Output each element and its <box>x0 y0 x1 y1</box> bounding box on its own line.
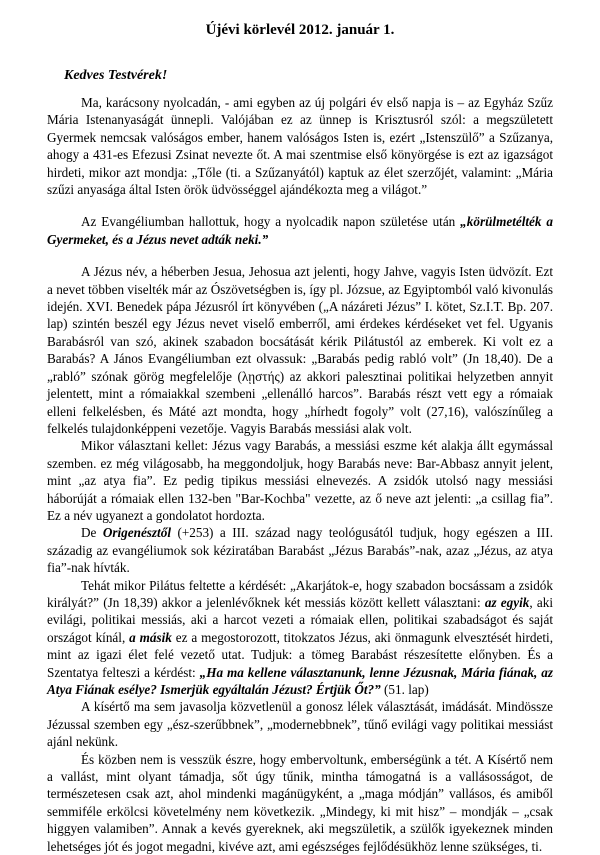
paragraph-6-text-c: , aki evilági, politikai messiás, aki a harcot vezeti a rómaiak ellen, politikai szabadságot és saját országot kínál, <box>47 594 554 645</box>
emphasis-az-egyik: az egyik <box>484 594 530 610</box>
emphasis-a-masik: a másik <box>129 629 172 645</box>
paragraph-6-text-a: Tehát mikor Pilátus feltette a kérdését: „Akarjátok-e, hogy szabadon bocsássam a zsidók királyát?” (Jn 18,39) akkor a jelenlévőknek két messiás között kellett választani: <box>47 577 553 610</box>
paragraph-6-text-g: (51. lap) <box>380 682 429 697</box>
pope-question: „Ha ma kellene választanunk, lenne Jézusnak, Mária fiának, az Atya Fiának esélye? Ismerjük egyáltalán Jézust? Értjük Őt?” <box>47 664 553 697</box>
origenes-name: Origenésztől <box>102 525 171 541</box>
paragraph-8: És közben nem is vesszük észre, hogy embervoltunk, emberségünk a tét. A Kísértő nem a vallást, mint olyant támadja, sőt úgy tűnik, mintha támogatná is a vallásosságot, de természetesen csak azt, ahol mindenki magánügyként, a „maga módján” vallásos, és amiből semmiféle erkölcsi követelmény nem következik. „Mindegy, ki mit hisz” – mondják – „csak higgyen valamiben”. Annak a kevés gyereknek, aki megszületik, a szülők igyekeznek minden lehetséges jót és jogot megadni, kivéve azt, ami egészséges fejlődésükhöz lenne szükséges, ti. <box>47 751 553 854</box>
paragraph-1: Ma, karácsony nyolcadán, - ami egyben az új polgári év első napja is – az Egyház Szűz Mária Istenanyaságát ünnepli. Valójában ez az ünnep is Krisztusról szól: a megszületett Gyermek nemcsak valóságos ember, hanem valóságos Isten is, ezért „Istenszülő” a Szűzanya, ahogy a 431-es Efezusi Zsinat nevezte őt. A mai szentmise első könyörgése is ezt az igazságot hirdeti, mikor azt mondja: „Tőle (ti. a Szűzanyától) kaptuk az élet szerzőjét, valamint: „Mária szűzi anyasága által Isten örök üdvösséggel ajándékozta meg a világot.” <box>47 95 553 198</box>
letter-body <box>47 94 553 855</box>
paragraph-7: A kísértő ma sem javasolja közvetlenül a gonosz lélek választását, imádását. Mindössze Jézussal szemben egy „ész-szerűbbnek”, „modernebbnek”, tűnő evilági vagy politikai messiást ajánl nekünk. <box>47 699 553 750</box>
paragraph-6 <box>47 577 553 699</box>
paragraph-4: Mikor választani kellet: Jézus vagy Barabás, a messiási eszme két alakja állt egymással szemben. ez még világosabb, ha meggondoljuk, hogy Barabás neve: Bar-Abbasz annyit jelent, mint „az atya fia”. Ez pedig tipikus messiási elnevezés. A zsidók utolsó nagy messiási háborúját a rómaiak ellen 132-ben "Bar-Kochba" vezette, az ő neve azt jelenti: „a csillag fia”. Ez a név ugyanezt a gondolatot hordozta. <box>47 438 553 523</box>
paragraph-3: A Jézus név, a héberben Jesua, Jehosua azt jelenti, hogy Jahve, vagyis Isten üdvözít. Ezt a nevet többen viselték már az Ószövetségben is, így pl. Józsue, az Egyiptomból való kivonulás idején. XVI. Benedek pápa Jézusról írt könyvében („A názáreti Jézus” I. kötet, Sz.I.T. Bp. 207. lap) szintén beszél egy Jézus nevet viselő emberről, ami érdekes kérdéseket vet fel. Ugyanis Barabásról van szó, akinek szabadon bocsátását kérik Pilátustól az emberek. Ki volt ez a Barabás? A János Evangéliumban ezt olvassuk: „Barabás pedig rabló volt” (Jn 18,40). De a „rabló” szónak görög megfelelője (λῃστής) az akkori palesztinai politikai helyzetben annyit jelentett, mint a rómaiakkal szembeni „ellenálló harcos”. Barabás részt vett egy a rómaiak elleni felkelésben, és Máté azt mondta, hogy „hírhedt fogoly” volt (27,16), valószínűleg a felkelés tulajdonképpeni vezetője. Vagyis Barabás messiási alak volt. <box>47 264 553 436</box>
paragraph-5-text-a: De <box>81 525 103 541</box>
salutation: Kedves Testvérek! <box>64 68 168 83</box>
gospel-quote: „körülmetélték a Gyermeket, és a Jézus nevet adták neki.” <box>47 214 553 247</box>
paragraph-5-text-c: (+253) a III. század nagy teológusától tudjuk, hogy egészen a III. századig az evangéliumok sok kéziratában Barabást „Jézus Barabás”-nak, azaz „Jézus, az atya fia”-nak hívták. <box>47 525 553 576</box>
paragraph-6-text-e: ez a megostorozott, titokzatos Jézus, aki önmagunk elvesztését hirdeti, mint az igazi élet felé vezető utat. Tudjuk: a tömeg Barabást részesítette előnyben. És a Szentatya felteszi a kérdést: <box>47 629 553 680</box>
paragraph-2 <box>47 213 553 248</box>
letter-title: Újévi körlevél 2012. január 1. <box>205 22 395 38</box>
paragraph-5 <box>47 524 553 576</box>
paragraph-2-text: Az Evangéliumban hallottuk, hogy a nyolcadik napon születése után <box>81 214 461 230</box>
